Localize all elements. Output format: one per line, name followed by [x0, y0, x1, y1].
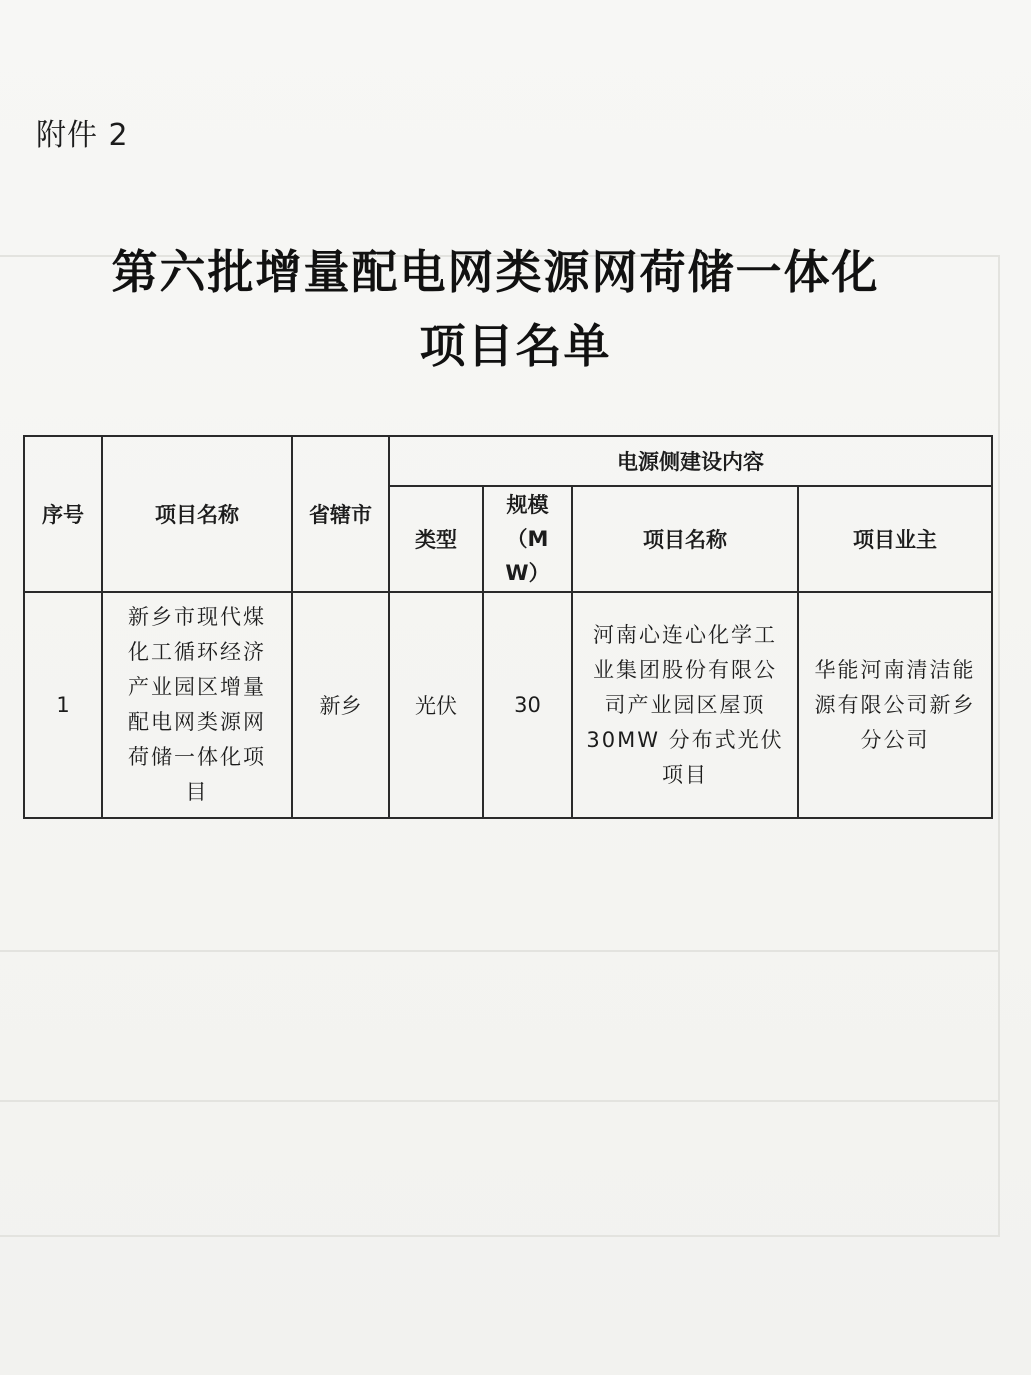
- bleed-line: [0, 1235, 1000, 1237]
- cell-line: 源有限公司新乡: [814, 692, 976, 717]
- cell-line: 配电网类源网: [128, 710, 266, 734]
- cell-line: 华能河南清洁能: [814, 657, 976, 682]
- header-owner: 项目业主: [798, 486, 992, 592]
- cell-line: 荷储一体化项: [128, 745, 266, 769]
- page-title-line1: 第六批增量配电网类源网荷储一体化: [111, 245, 880, 299]
- attachment-label: 附件 2: [36, 118, 129, 153]
- cell-city: 新乡: [292, 592, 389, 818]
- cell-type: 光伏: [389, 592, 483, 818]
- cell-source-project-name: [572, 592, 798, 818]
- header-project-name: 项目名称: [102, 436, 292, 592]
- cell-scale: 30: [483, 592, 572, 818]
- cell-project-name: [102, 592, 292, 818]
- header-scale: [483, 486, 572, 592]
- cell-line: 目: [185, 780, 209, 804]
- header-source-project-name: 项目名称: [572, 486, 798, 592]
- cell-owner: [798, 592, 992, 818]
- header-source-side: 电源侧建设内容: [389, 436, 992, 486]
- header-city: 省辖市: [292, 436, 389, 592]
- header-scale-line1: 规模: [506, 493, 549, 517]
- header-row-top: [24, 436, 992, 486]
- project-list-table: [23, 435, 993, 819]
- header-scale-line2: （M: [506, 527, 549, 551]
- bleed-line: [998, 255, 1000, 1235]
- cell-line: 30MW 分布式光伏: [586, 727, 784, 752]
- cell-line: 化工循环经济: [128, 640, 266, 664]
- table-row: [24, 592, 992, 818]
- header-seq: 序号: [24, 436, 102, 592]
- cell-line: 产业园区增量: [128, 675, 266, 699]
- cell-line: 业集团股份有限公: [593, 657, 777, 682]
- bleed-line: [0, 1100, 1000, 1102]
- bleed-line: [0, 950, 1000, 952]
- cell-line: 项目: [662, 762, 708, 787]
- header-type: 类型: [389, 486, 483, 592]
- header-scale-line3: W）: [505, 561, 550, 585]
- cell-line: 河南心连心化学工: [593, 622, 777, 647]
- cell-seq: 1: [24, 592, 102, 818]
- cell-line: 分公司: [860, 727, 930, 752]
- page-title-line2: 项目名单: [419, 319, 612, 373]
- cell-line: 新乡市现代煤: [128, 605, 266, 629]
- cell-line: 司产业园区屋顶: [604, 692, 766, 717]
